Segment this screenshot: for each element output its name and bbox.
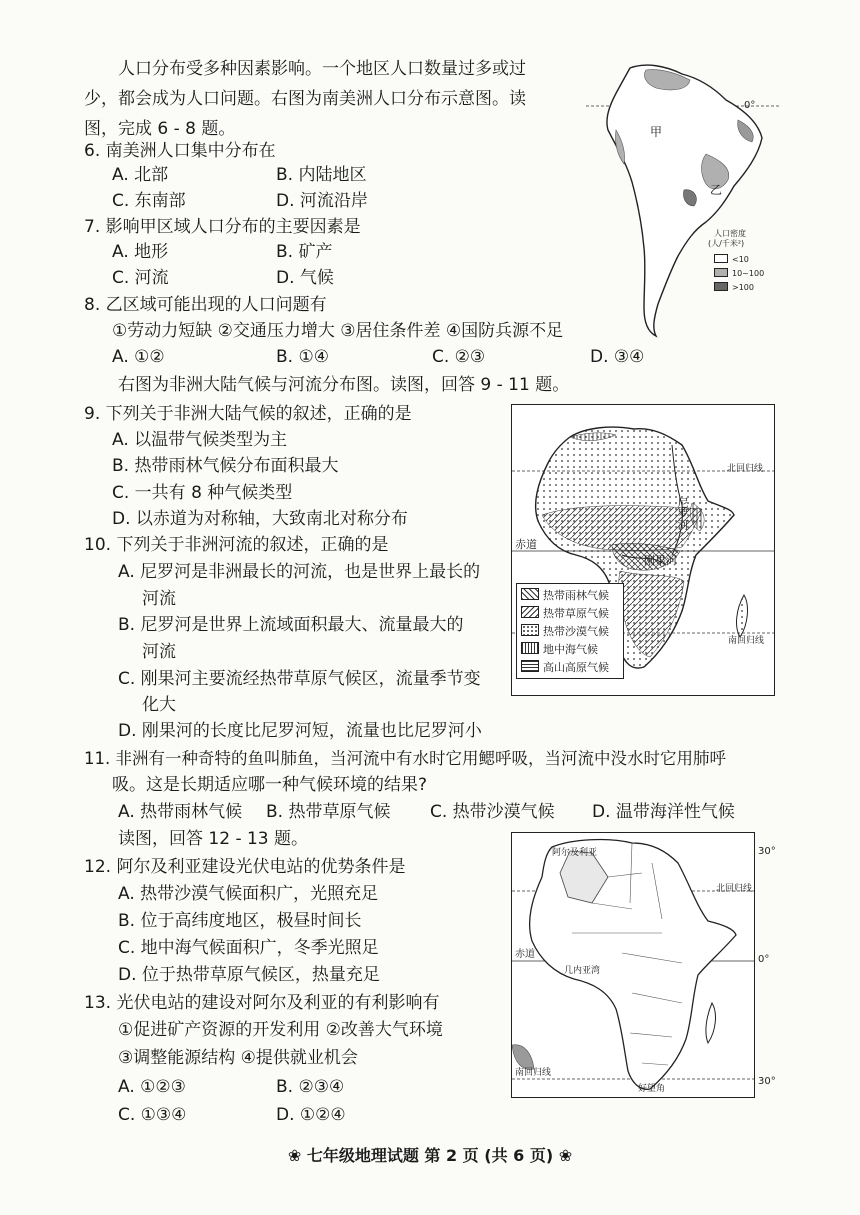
q10-stem: 10. 下列关于非洲河流的叙述，正确的是 xyxy=(84,535,389,555)
q6-option-a[interactable]: A. 北部 xyxy=(112,165,169,185)
q8-option-c[interactable]: C. ②③ xyxy=(432,347,486,367)
q7-option-c[interactable]: C. 河流 xyxy=(112,268,169,288)
intro-line-3: 图，完成 6 - 8 题。 xyxy=(84,119,236,139)
q7-option-d[interactable]: D. 气候 xyxy=(276,268,334,288)
q6-option-c[interactable]: C. 东南部 xyxy=(112,191,186,211)
q12-option-a[interactable]: A. 热带沙漠气候面积广，光照充足 xyxy=(118,884,379,904)
q12-option-b[interactable]: B. 位于高纬度地区，极昼时间长 xyxy=(118,911,362,931)
map3-cape: 好望角 xyxy=(638,1084,666,1094)
q11-option-b[interactable]: B. 热带草原气候 xyxy=(266,802,391,822)
q7-option-a[interactable]: A. 地形 xyxy=(112,242,169,262)
map3-tropic-north: 北回归线 xyxy=(716,884,753,894)
q13-items-1: ①促进矿产资源的开发利用 ②改善大气环境 xyxy=(118,1020,443,1040)
map3-algeria: 阿尔及利亚 xyxy=(552,848,598,858)
q11-stem-2: 吸。这是长期适应哪一种气候环境的结果? xyxy=(112,775,428,795)
q10-option-a-cont: 河流 xyxy=(142,589,176,609)
map3-lat-0: 0° xyxy=(758,954,770,965)
q9-stem: 9. 下列关于非洲大陆气候的叙述，正确的是 xyxy=(84,404,412,424)
africa-climate-map xyxy=(511,404,775,696)
q10-option-d[interactable]: D. 刚果河的长度比尼罗河短，流量也比尼罗河小 xyxy=(118,721,482,741)
q6-option-d[interactable]: D. 河流沿岸 xyxy=(276,191,368,211)
q9-option-d[interactable]: D. 以赤道为对称轴，大致南北对称分布 xyxy=(112,509,408,529)
q13-option-a[interactable]: A. ①②③ xyxy=(118,1077,186,1097)
q11-option-c[interactable]: C. 热带沙漠气候 xyxy=(430,802,555,822)
map1-legend-high: >100 xyxy=(714,282,754,294)
africa-political-map xyxy=(511,832,755,1098)
map1-legend-title-2: (人/千米²) xyxy=(708,239,745,248)
map2-nile: 尼罗河 xyxy=(676,497,689,530)
legend-highland: 高山高原气候 xyxy=(521,660,609,674)
q6-stem: 6. 南美洲人口集中分布在 xyxy=(84,141,276,161)
q10-option-c[interactable]: C. 刚果河主要流经热带草原气候区，流量季节变 xyxy=(118,669,481,689)
page-footer: ❀ 七年级地理试题 第 2 页 (共 6 页) ❀ xyxy=(287,1146,573,1165)
q11-stem-1: 11. 非洲有一种奇特的鱼叫肺鱼，当河流中有水时它用鳃呼吸，当河流中没水时它用肺呼 xyxy=(84,749,726,768)
q8-stem: 8. 乙区域可能出现的人口问题有 xyxy=(84,295,327,315)
q9-option-a[interactable]: A. 以温带气候类型为主 xyxy=(112,430,288,450)
map2-tropic-north: 北回归线 xyxy=(727,464,764,474)
q10-option-b[interactable]: B. 尼罗河是世界上流域面积最大、流量最大的 xyxy=(118,615,464,635)
intro-2: 右图为非洲大陆气候与河流分布图。读图，回答 9 - 11 题。 xyxy=(118,375,570,395)
legend-mediterranean: 地中海气候 xyxy=(521,642,598,656)
q10-option-b-cont: 河流 xyxy=(142,642,176,662)
q13-stem: 13. 光伏电站的建设对阿尔及利亚的有利影响有 xyxy=(84,993,440,1013)
q9-option-b[interactable]: B. 热带雨林气候分布面积最大 xyxy=(112,456,339,476)
q13-option-b[interactable]: B. ②③④ xyxy=(276,1077,345,1097)
q7-option-b[interactable]: B. 矿产 xyxy=(276,242,333,262)
q8-option-d[interactable]: D. ③④ xyxy=(590,347,645,367)
q12-stem: 12. 阿尔及利亚建设光伏电站的优势条件是 xyxy=(84,857,406,877)
map1-legend-low: <10 xyxy=(714,254,749,266)
intro-line-2: 少，都会成为人口问题。右图为南美洲人口分布示意图。读 xyxy=(84,89,526,109)
map3-guinea: 几内亚湾 xyxy=(564,966,601,976)
map2-congo: 刚果河 xyxy=(644,554,677,567)
map3-tropic-south: 南回归线 xyxy=(515,1068,552,1078)
map2-legend xyxy=(516,583,624,679)
q6-option-b[interactable]: B. 内陆地区 xyxy=(276,165,367,185)
map3-lat-30s: 30° xyxy=(758,1076,776,1087)
map2-tropic-south: 南回归线 xyxy=(728,636,765,646)
q10-option-a[interactable]: A. 尼罗河是非洲最长的河流，也是世界上最长的 xyxy=(118,562,481,582)
map1-label-jia: 甲 xyxy=(650,125,663,139)
q12-option-d[interactable]: D. 位于热带草原气候区，热量充足 xyxy=(118,965,380,985)
q8-option-a[interactable]: A. ①② xyxy=(112,347,165,367)
q7-stem: 7. 影响甲区域人口分布的主要因素是 xyxy=(84,217,361,237)
q10-option-c-cont: 化大 xyxy=(142,695,176,715)
q12-option-c[interactable]: C. 地中海气候面积广，冬季光照足 xyxy=(118,938,379,958)
map1-legend-title-1: 人口密度 xyxy=(714,229,746,238)
legend-savanna: 热带草原气候 xyxy=(521,606,609,620)
q8-option-b[interactable]: B. ①④ xyxy=(276,347,329,367)
map3-lat-30n: 30° xyxy=(758,846,776,857)
q13-option-d[interactable]: D. ①②④ xyxy=(276,1105,346,1125)
map2-equator: 赤道 xyxy=(515,538,537,551)
map1-label-yi: 乙 xyxy=(710,183,723,197)
q13-option-c[interactable]: C. ①③④ xyxy=(118,1105,187,1125)
map3-equator: 赤道 xyxy=(515,949,535,960)
legend-rainforest: 热带雨林气候 xyxy=(521,588,609,602)
map1-lat-0: 0° xyxy=(744,100,756,111)
intro-line-1: 人口分布受多种因素影响。一个地区人口数量过多或过 xyxy=(118,59,526,79)
africa-political-outline xyxy=(512,833,754,1097)
q8-items: ①劳动力短缺 ②交通压力增大 ③居住条件差 ④国防兵源不足 xyxy=(112,321,564,341)
south-america-map xyxy=(586,60,781,340)
legend-desert: 热带沙漠气候 xyxy=(521,624,609,638)
intro-3: 读图，回答 12 - 13 题。 xyxy=(118,829,309,849)
q13-items-2: ③调整能源结构 ④提供就业机会 xyxy=(118,1048,358,1068)
q9-option-c[interactable]: C. 一共有 8 种气候类型 xyxy=(112,483,293,503)
map1-legend-mid: 10~100 xyxy=(714,268,764,280)
q11-option-d[interactable]: D. 温带海洋性气候 xyxy=(592,802,735,822)
q11-option-a[interactable]: A. 热带雨林气候 xyxy=(118,802,243,822)
